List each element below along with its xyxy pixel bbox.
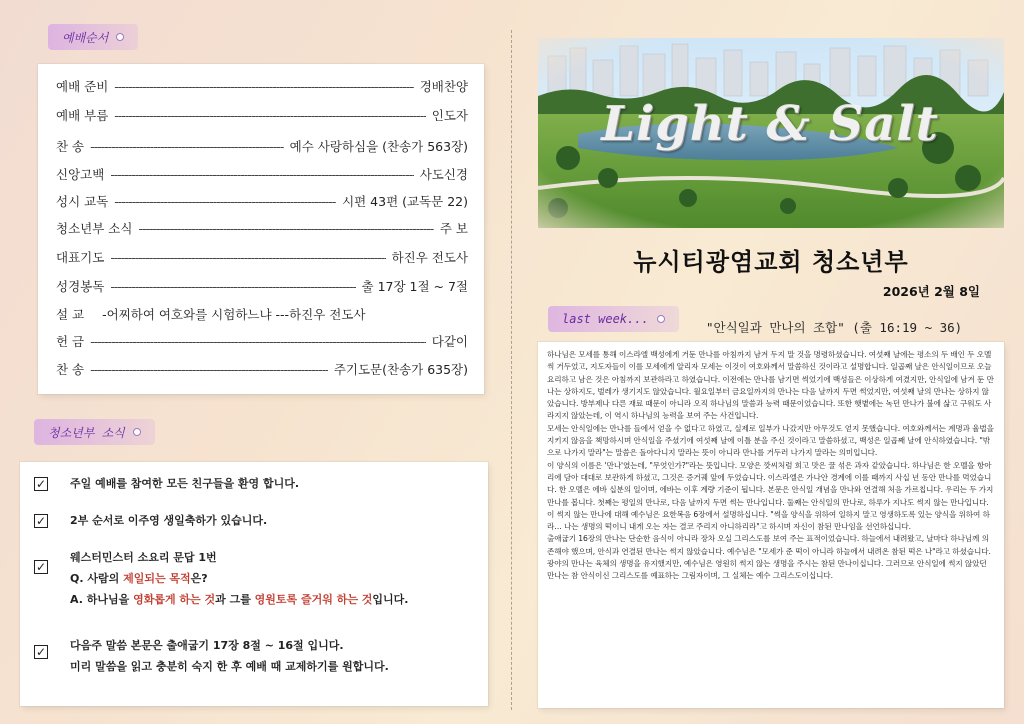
text: 입니다. (372, 592, 409, 606)
worship-order-card (38, 64, 484, 394)
dash-leader (138, 221, 433, 236)
pen-icon (657, 315, 665, 323)
last-week-tag (548, 306, 679, 332)
dash-leader (110, 279, 355, 294)
highlight-text: 영원토록 즐거워 하는 것 (254, 592, 373, 606)
order-row (56, 274, 468, 298)
text: 은? (190, 571, 208, 585)
order-label: 찬 송 (56, 139, 85, 154)
order-value: -어찌하여 여호와를 시험하느냐 ---하진우 전도사 (102, 307, 366, 322)
dash-leader (114, 194, 336, 209)
order-label: 헌 금 (56, 334, 85, 349)
youth-news-tag (34, 419, 155, 445)
news-text: 미리 말씀을 읽고 충분히 숙지 한 후 예배 때 교제하기를 원합니다. (70, 659, 389, 673)
order-value: 하진우 전도사 (391, 250, 468, 265)
order-value: 시편 43편 (교독문 22) (342, 194, 468, 209)
order-value: 출 17장 1절 ~ 7절 (361, 279, 468, 294)
pen-icon (133, 428, 141, 436)
worship-order-tag-label: 예배순서 (62, 30, 109, 45)
text: 과 그를 (215, 592, 255, 606)
sermon-paragraph: 모세는 안식일에는 만나를 들에서 얻을 수 없다고 하였고, 실제로 일부가 나갔지만 아무것도 얻지 못했습니다. 여호와께서는 계명과 율법을 지키지 않음을 책망하시며 안식일을 주셨기에 여섯째 날에 이틀 분을 주신 것이라고 말씀하셨고, 백성은 일곱째 날에 안식하였습니다. "밖으로 나가지 말라"는 말씀은 돌아다니지 말라는 뜻이 아니라 만나를 거두러 나가지 말라는 의미입니다. (547, 423, 994, 458)
news-text: 다음주 말씀 본문은 출애굽기 17장 8절 ~ 16절 입니다. (70, 639, 344, 652)
checkbox-checked-icon: ✓ (35, 514, 47, 528)
order-label: 청소년부 소식 (56, 221, 133, 236)
sermon-title: "안식일과 만나의 조합" (출 16:19 ~ 36) (706, 320, 963, 335)
order-label: 찬 송 (56, 362, 85, 377)
order-row (56, 216, 468, 240)
dash-leader (114, 79, 413, 94)
news-item (34, 548, 482, 611)
order-label: 대표기도 (56, 250, 105, 265)
light-and-salt-logo: Light & Salt (601, 96, 939, 152)
pen-icon (116, 33, 124, 41)
order-row (56, 357, 468, 381)
order-value: 경배찬양 (419, 79, 468, 94)
catechism-answer (70, 590, 482, 611)
order-row (56, 74, 468, 98)
order-label: 성경봉독 (56, 279, 105, 294)
order-label: 신앙고백 (56, 167, 105, 182)
page-fold-line (511, 30, 512, 710)
sermon-summary-card (538, 342, 1004, 708)
text: A. 하나님을 (70, 592, 134, 606)
order-value: 주기도문(찬송가 635장) (333, 362, 468, 377)
checkbox-checked-icon: ✓ (35, 645, 47, 659)
dash-leader (90, 334, 426, 349)
news-item (34, 511, 482, 532)
dash-leader (90, 139, 284, 154)
news-item (34, 474, 482, 495)
dash-leader (90, 362, 328, 377)
last-week-tag-label: last week... (562, 312, 649, 326)
worship-order-tag (48, 24, 138, 50)
order-label: 예배 부름 (56, 108, 109, 123)
order-row (56, 329, 468, 353)
news-text: 주일 예배를 참여한 모든 친구들을 환영 합니다. (70, 477, 300, 490)
dash-leader (110, 250, 385, 265)
order-row (56, 162, 468, 186)
order-value: 예수 사랑하심을 (찬송가 563장) (289, 139, 468, 154)
checkbox-checked-icon: ✓ (35, 477, 47, 491)
news-item (34, 636, 482, 678)
text: Q. 사람의 (70, 571, 124, 585)
order-value: 인도자 (431, 108, 468, 123)
youth-news-tag-label: 청소년부 소식 (48, 425, 125, 440)
checkbox-checked-icon: ✓ (35, 560, 47, 574)
order-label: 예배 준비 (56, 79, 109, 94)
order-label: 설 교 (56, 307, 85, 322)
sermon-paragraph: 이 양식의 이름은 '만나'였는데, "무엇인가?"라는 뜻입니다. 모양은 깟씨처럼 희고 맛은 꿀 섞은 과자 같았습니다. 하나님은 한 오멜을 항아리에 담아 대대로 보관하게 하셨고, 그것은 증거궤 앞에 두었습니다. 이스라엘은 가나안 경계에 이를 때까지 사십 년 동안 만나를 먹었습니다. 한 오멜은 에바 십분의 일이며, 에바는 이후 계량 기준이 됩니다. 본문은 안식일 개념을 만나와 연결해 처음 가르칩니다. 우리는 두 가지 만나를 봅니다. 첫째는 평일의 만나로, 다음 날까지 두면 썩는 만나입니다. 둘째는 안식일의 만나로, 하루가 지나도 썩지 않는 만나입니다. (547, 460, 994, 507)
catechism-question (70, 569, 482, 590)
highlight-text: 제일되는 목적 (123, 571, 191, 585)
sermon-paragraph: 이 썩지 않는 만나에 대해 예수님은 요한복음 6장에서 설명하십니다. "썩을 양식을 위하여 일하지 말고 영생하도록 있는 양식을 위하여 하라… 나는 생명의 떡이니 내게 오는 자는 결코 주리지 아니하리라"고 하시며 자신이 참된 만나임을 선언하십니다. (547, 509, 990, 532)
news-text: 웨스터민스터 소요리 문답 1번 (70, 551, 217, 564)
dash-leader (110, 167, 413, 182)
order-value: 주 보 (439, 221, 468, 236)
order-value: 다같이 (431, 334, 468, 349)
youth-news-card (20, 462, 488, 706)
order-row (56, 103, 468, 127)
church-title: 뉴시티광염교회 청소년부 (633, 248, 909, 276)
news-text: 2부 순서로 이주영 생일축하가 있습니다. (70, 514, 268, 527)
bulletin-date: 2026년 2월 8일 (882, 284, 980, 299)
dash-leader (114, 108, 425, 123)
order-row (56, 245, 468, 269)
order-row (56, 302, 468, 326)
order-value: 사도신경 (419, 167, 468, 182)
order-row (56, 189, 468, 213)
order-label: 성시 교독 (56, 194, 109, 209)
order-row (56, 134, 468, 158)
highlight-text: 영화롭게 하는 것 (133, 592, 216, 606)
sermon-paragraph: 출애굽기 16장의 만나는 단순한 음식이 아니라 장차 오실 그리스도를 보여 주는 표적이었습니다. 하늘에서 내려왔고, 날마다 하나님께 의존해야 했으며, 안식과 연결된 만나는 썩지 않았습니다. 예수님은 "모세가 준 떡이 아니라 하늘에서 내려온 참된 떡은 나"라고 하셨습니다. 광야의 만나는 육체의 생명을 유지했지만, 예수님은 영원히 썩지 않는 생명을 주시는 참된 만나이십니다. 그러므로 안식일에 썩지 않았던 만나는 참 안식이신 그리스도를 예표하는 그림자이며, 그 실체는 예수 그리스도이십니다. (547, 534, 991, 581)
sermon-paragraph: 하나님은 모세를 통해 이스라엘 백성에게 거둔 만나를 아침까지 남겨 두지 말 것을 명령하셨습니다. 여섯째 날에는 평소의 두 배인 두 오멜씩 거두었고, 지도자들이 이를 모세에게 알리자 모세는 이것이 여호와께서 말씀하신 것이라고 설명합니다. 일곱째 날은 안식일이므로 오늘 요리하고 남은 것은 아침까지 보관하라고 하였습니다. 이전에는 만나를 남기면 썩었기에 백성들은 이상하게 여겼지만, 안식일에 남겨 둔 만나는 상하지도, 벌레가 생기지도 않았습니다. 월요일부터 금요일까지의 만나는 다음 날까지 두면 썩었지만, 여섯째 날의 만나는 상하지 않았습니다. 방부제나 다른 재료 때문이 아니라 오직 하나님의 말씀과 능력 때문이었습니다. 또한 햇볕에는 녹던 만나가 불에 삶고 구워도 사라지지 않았는데, 이 역시 하나님의 능력을 보여 주는 사건입니다. (547, 350, 994, 421)
